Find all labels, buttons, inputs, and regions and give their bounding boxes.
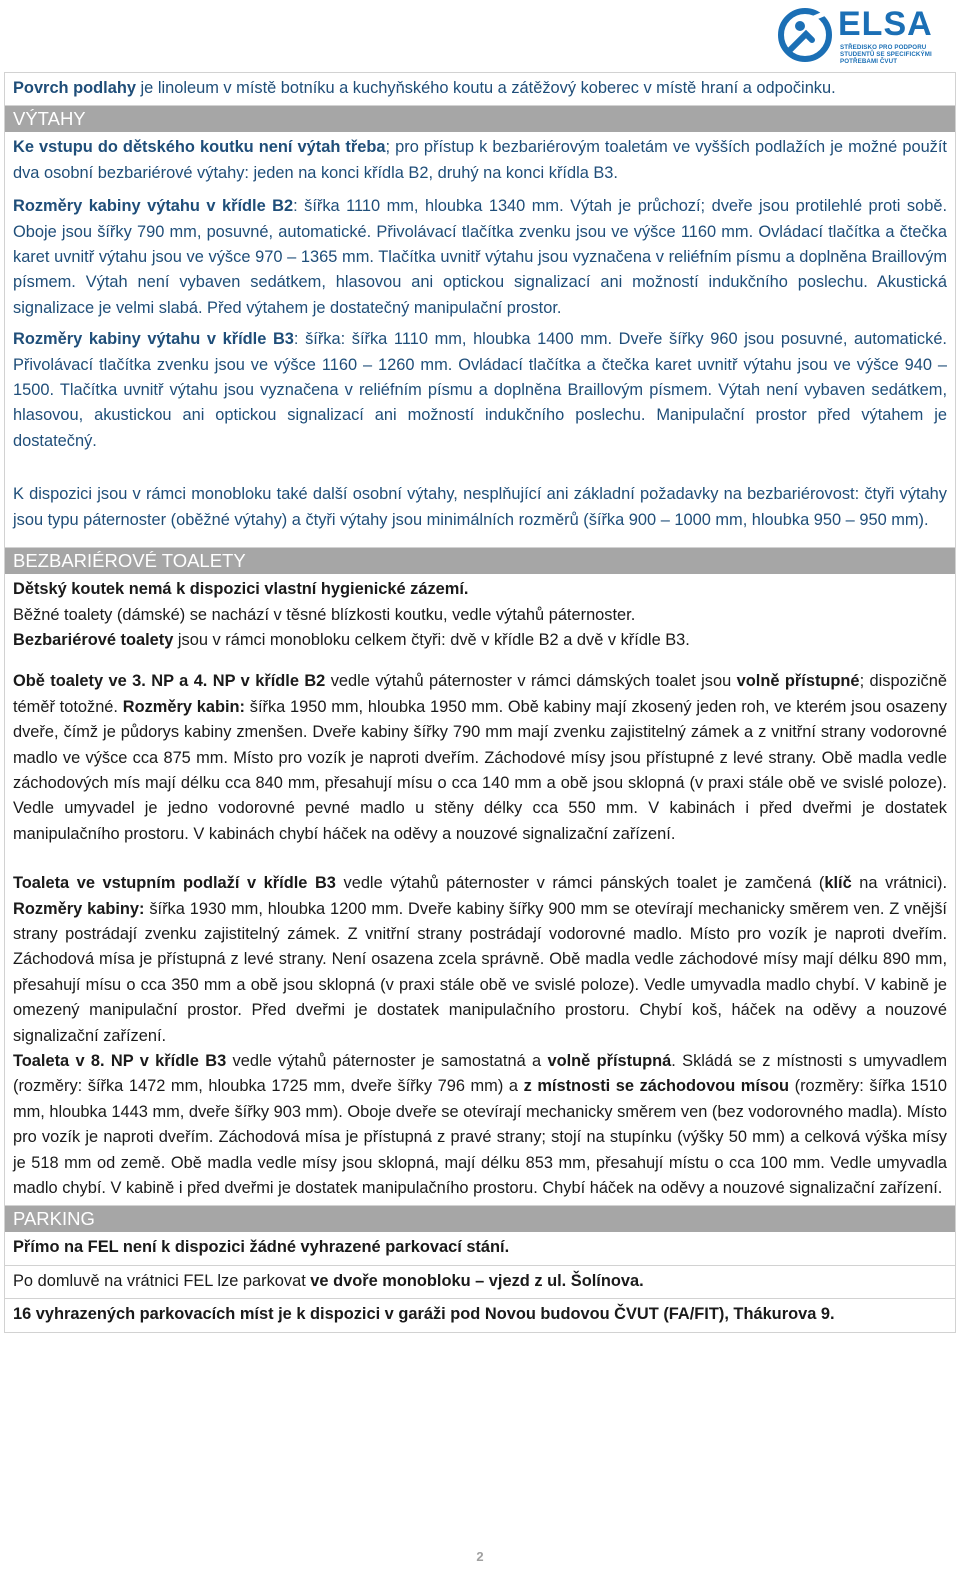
elevator-other: K dispozici jsou v rámci monobloku také další osobní výtahy, nesplňující ani základní požadavky na bezbariérovost: čtyři výtahy jsou typu páternoster (oběžné výtahy) a čtyři výtahy jsou minimálních rozměrů (šířka 900 – 1000 mm, hloubka 950 – 950 mm). [13, 485, 947, 529]
elevators-cell [4, 132, 956, 548]
parking-line-2-bold: ve dvoře monobloku – vjezd z ul. Šolínova. [310, 1271, 644, 1290]
floor-cell [4, 72, 956, 106]
section-header-toilets: BEZBARIÉROVÉ TOALETY [4, 548, 956, 574]
toilets-intro-2: Běžné toalety (dámské) se nachází v těsné blízkosti koutku, vedle výtahů páternoster. [13, 605, 636, 624]
elsa-logo [776, 4, 956, 68]
parking-line-3: 16 vyhrazených parkovacích míst je k dispozici v garáži pod Novou budovou ČVUT (FA/FIT), Thákurova 9. [13, 1305, 835, 1324]
document-body [4, 72, 956, 1333]
floor-bold: Povrch podlahy [13, 79, 136, 97]
parking-line-1: Přímo na FEL není k dispozici žádné vyhrazené parkovací stání. [13, 1238, 510, 1257]
floor-text: je linoleum v místě botníku a kuchyňského koutu a zátěžový koberec v místě hraní a odpočinku. [135, 79, 836, 97]
elevator-b2: Rozměry kabiny výtahu v křídle B2: šířka 1110 mm, hloubka 1340 mm. Výtah je průchozí; dveře jsou protilehlé proti sobě. Oboje jsou šířky 790 mm, posuvné, automatické. Přivolávací tlačítka zvenku jsou ve výšce 1160 mm. Ovládací tlačítka a čtečka karet uvnitř výtahu jsou ve výšce 970 – 1365 mm. Tlačítka uvnitř výtahu jsou vyznačena v reliéfním písmu a doplněna Braillovým písmem. Výtah není vybaven sedátkem, hlasovou ani optickou signalizací ani možností indukčního poslechu. Akustická signalizace je velmi slabá. Před výtahem je dostatečný manipulační prostor. [13, 197, 948, 317]
parking-line-2: Po domluvě na vrátnici FEL lze parkovat [13, 1271, 311, 1290]
parking-cell-3 [4, 1299, 956, 1332]
parking-cell-2 [4, 1266, 956, 1299]
toilets-cell [4, 574, 956, 1206]
section-header-elevators: VÝTAHY [4, 106, 956, 132]
toilets-intro-3: Bezbariérové toalety jsou v rámci monobloku celkem čtyři: dvě v křídle B2 a dvě v křídle B3. [13, 630, 690, 649]
toilets-intro-1: Dětský koutek nemá k dispozici vlastní hygienické zázemí. [13, 580, 469, 599]
section-header-parking: PARKING [4, 1206, 956, 1232]
toilet-b3-entrance: Toaleta ve vstupním podlaží v křídle B3 vedle výtahů páternoster v rámci pánských toalet je zamčená (klíč na vrátnici). Rozměry kabiny: šířka 1930 mm, hloubka 1200 mm. Dveře kabiny šířky 900 mm se otevírají mechanicky směrem ven. Z vnější strany postrádají zvenku zajistitelný zámek. Z vnitřní strany postrádají vodorovné madlo. Místo pro vozík je naproti dveřím. Záchodová mísa je přístupná z levé strany. Není osazena zcela správně. Obě madla vedle záchodové mísy mají délku 890 mm, přesahují mísu o cca 350 mm a obě jsou sklopná (v praxi stále obě ve svislé poloze). Vedle umyvadla madlo chybí. V kabině je omezený manipulační prostor. Před dveřmi je dostatek manipulačního prostoru. Chybí koš, háček na oděvy a nouzové signalizační zařízení. [13, 874, 948, 1045]
logo-wordmark: ELSA [838, 5, 933, 43]
toilet-b3-8np: Toaleta v 8. NP v křídle B3 vedle výtahů páternoster je samostatná a volně přístupná. Skládá se z místnosti s umyvadlem (rozměry: šířka 1472 mm, hloubka 1725 mm, dveře šířky 796 mm) a z místnosti se záchodovou mísou (rozměry: šířka 1510 mm, hloubka 1443 mm, dveře šířky 903 mm). Oboje dveře se otevírají mechanicky směrem ven (bez vodorovného madla). Místo pro vozík je naproti dveřím. Záchodová mísa je přístupná z pravé strany; stojí na stupínku (výšky 50 mm) a celková výška mísy je 518 mm od země. Obě madla vedle mísy jsou sklopná, mají délku 853 mm, přesahují místu o cca 100 mm. Vedle umyvadla madlo chybí. V kabině i před dveřmi je dostatek manipulačního prostoru. Chybí háček na oděvy a nouzové signalizační zařízení. [13, 1052, 947, 1198]
page-number: 2 [476, 1549, 484, 1564]
parking-cell-1 [4, 1232, 956, 1265]
toilet-b2: Obě toalety ve 3. NP a 4. NP v křídle B2 vedle výtahů páternoster v rámci dámských toalet jsou volně přístupné; dispozičně téměř totožné. Rozměry kabin: šířka 1950 mm, hloubka 1950 mm. Obě kabiny mají zkosený jeden roh, ve kterém jsou osazeny dveře, čímž je půdorys kabiny zmenšen. Dveře kabiny šířky 790 mm mají zvenku zajistitelný zámek a z vnitřní strany vodorovné madlo ve výšce cca 875 mm. Místo pro vozík je naproti dveřím. Záchodové mísy jsou přístupné z levé strany. Obě madla vedle záchodových mís mají délku cca 840 mm, přesahují mísu o cca 140 mm a obě jsou sklopná (v praxi stále obě ve svislé poloze). Vedle umyvadel je jedno vodorovné pevné madlo u stěny délky cca 550 mm. V kabinách i před dveřmi je dostatek manipulačního prostoru. V kabinách chybí háček na oděvy a nouzové signalizační zařízení. [13, 672, 947, 843]
logo-subtitle: STŘEDISKO PRO PODPORU STUDENTŮ SE SPECIFICKÝMI POTŘEBAMI ČVUT [840, 44, 932, 65]
elevator-b3: Rozměry kabiny výtahu v křídle B3: šířka: šířka 1110 mm, hloubka 1400 mm. Dveře šířky 960 jsou posuvné, automatické. Přivolávací tlačítka zvenku jsou ve výšce 1160 – 1260 mm. Ovládací tlačítka a čtečka karet uvnitř výtahu jsou ve výšce 940 – 1500. Tlačítka uvnitř výtahu jsou vyznačena v reliéfním písmu a doplněna Braillovým písmem. Výtah není vybaven sedátkem, hlasovou, akustickou ani optickou signalizací ani možností indukčního poslechu. Manipulační prostor před výtahem je dostatečný. [13, 330, 947, 450]
elevator-intro: Ke vstupu do dětského koutku není výtah třeba; pro přístup k bezbariérovým toaletám ve vyšších podlažích je možné použít dva osobní bezbariérové výtahy: jeden na konci křídla B2, druhý na konci křídla B3. [13, 138, 947, 182]
elsa-logo-icon [776, 6, 834, 64]
